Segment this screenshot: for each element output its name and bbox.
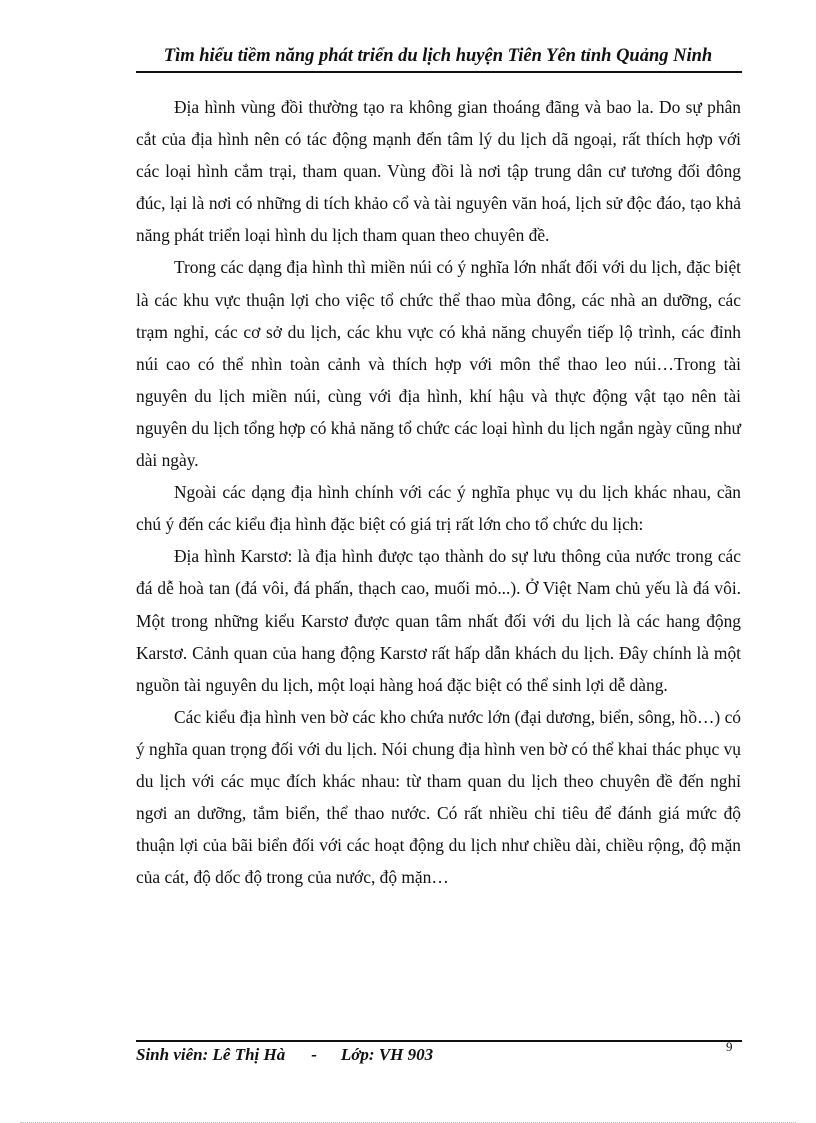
footer-student-info [136, 1045, 433, 1065]
document-body [136, 91, 741, 893]
paragraph: Trong các dạng địa hình thì miền núi có ý nghĩa lớn nhất đối với du lịch, đặc biệt là các khu vực thuận lợi cho việc tổ chức thể thao mùa đông, các nhà an dưỡng, các trạm nghỉ, các cơ sở du lịch, các khu vực có khả năng chuyển tiếp lộ trình, các đỉnh núi cao có thể nhìn toàn cảnh và thích hợp với môn thể thao leo núi…Trong tài nguyên du lịch miền núi, cùng với địa hình, khí hậu và thực động vật tạo nên tài nguyên du lịch tổng hợp có khả năng tổ chức các loại hình du lịch ngắn ngày cũng như dài ngày. [136, 257, 741, 471]
page-number: 9 [726, 1039, 733, 1054]
document-header-title: Tìm hiểu tiềm năng phát triển du lịch huyện Tiên Yên tỉnh Quảng Ninh [163, 46, 713, 66]
footer-rule [136, 1040, 742, 1042]
footer-separator: - [311, 1045, 317, 1064]
class-label: Lớp: VH 903 [340, 1045, 434, 1064]
paragraph: Địa hình Karstơ: là địa hình được tạo thành do sự lưu thông của nước trong các đá dễ hoà tan (đá vôi, đá phấn, thạch cao, muối mỏ...). Ở Việt Nam chủ yếu là đá vôi. Một trong những kiểu Karstơ được quan tâm nhất đối với du lịch là các hang động Karstơ. Cảnh quan của hang động Karstơ rất hấp dẫn khách du lịch. Đây chính là một nguồn tài nguyên du lịch, một loại hàng hoá đặc biệt có thể sinh lợi dễ dàng. [136, 546, 741, 695]
header-rule [136, 71, 742, 73]
paragraph: Ngoài các dạng địa hình chính với các ý nghĩa phục vụ du lịch khác nhau, cần chú ý đến các kiểu địa hình đặc biệt có giá trị rất lớn cho tổ chức du lịch: [136, 482, 741, 535]
student-name: Sinh viên: Lê Thị Hà [136, 1045, 286, 1064]
paragraph: Các kiểu địa hình ven bờ các kho chứa nước lớn (đại dương, biển, sông, hồ…) có ý nghĩa quan trọng đối với du lịch. Nói chung địa hình ven bờ có thể khai thác phục vụ du lịch với các mục đích khác nhau: từ tham quan du lịch theo chuyên đề đến nghỉ ngơi an dưỡng, tắm biển, thể thao nước. Có rất nhiều chỉ tiêu để đánh giá mức độ thuận lợi của bãi biển đối với các hoạt động du lịch như chiều dài, chiều rộng, độ mặn của cát, độ dốc độ trong của nước, độ mặn… [136, 706, 741, 888]
paragraph: Địa hình vùng đồi thường tạo ra không gian thoáng đãng và bao la. Do sự phân cắt của địa hình nên có tác động mạnh đến tâm lý du lịch dã ngoại, rất thích hợp với các loại hình cắm trại, tham quan. Vùng đồi là nơi tập trung dân cư tương đối đông đúc, lại là nơi có những di tích khảo cổ và tài nguyên văn hoá, lịch sử độc đáo, tạo khả năng phát triển loại hình du lịch tham quan theo chuyên đề. [136, 97, 741, 246]
